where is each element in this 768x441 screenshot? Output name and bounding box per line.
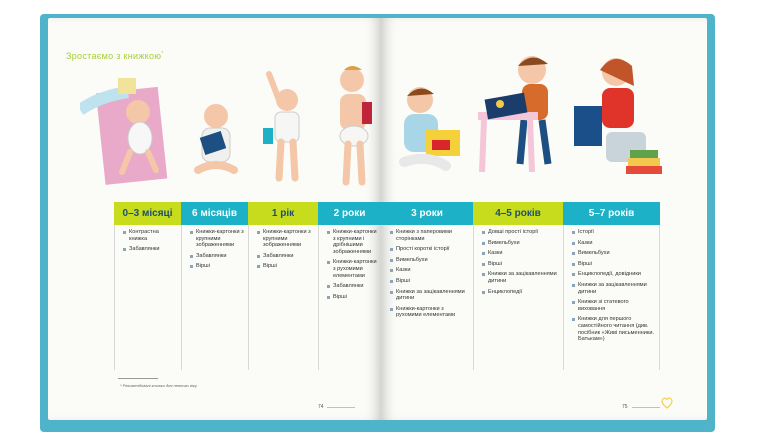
list-item: Вірші (327, 294, 377, 301)
age-header-3-years: 3 роки (381, 202, 473, 225)
list-item: Вимельбухи (482, 240, 559, 247)
list-item: Довші прості історії (482, 229, 559, 236)
list-item: Книжки-картонки з рухомими елементами (390, 306, 469, 319)
list-item: Забавлянки (327, 283, 377, 290)
illustration-toddler-standing (255, 70, 315, 190)
illustration-sitting-baby (188, 100, 244, 186)
books-column-0-3-months (114, 225, 181, 370)
footnote-divider (118, 378, 158, 379)
books-column-6-months (181, 225, 248, 370)
page-number-left: 74 (318, 404, 324, 410)
age-header-1-year: 1 рік (248, 202, 318, 225)
books-column-4-5-years (473, 225, 563, 370)
list-item: Контрастна книжка (123, 229, 177, 242)
list-item: Вірші (190, 263, 244, 270)
list-item: Вірші (572, 261, 655, 268)
list-item: Вірші (257, 263, 314, 270)
list-item: Енциклопедії (482, 289, 559, 296)
list-item: Казки (482, 250, 559, 257)
list-item: Вимельбухи (390, 257, 469, 264)
list-item: Казки (572, 240, 655, 247)
age-header-0-3-months: 0–3 місяці (114, 202, 181, 225)
list-item: Вірші (390, 278, 469, 285)
list-item: Книжки за зацікавленнями дитини (572, 282, 655, 295)
illustration-girl-with-books (568, 46, 668, 186)
list-item: Історії (572, 229, 655, 236)
list-item: Забавлянки (123, 246, 177, 253)
heart-icon (660, 396, 674, 410)
illustration-infant-on-blanket (80, 70, 190, 190)
list-item: Вимельбухи (572, 250, 655, 257)
footnote: * Рекомендовані книжки для певного віку. (120, 383, 198, 388)
list-item: Книжки-картонки з крупними і дрібнішими зображеннями (327, 229, 377, 255)
illustration-boy-reading (398, 82, 468, 182)
list-item: Забавлянки (257, 253, 314, 260)
age-header-6-months: 6 місяців (181, 202, 248, 225)
page-number-right: 75 (622, 404, 628, 410)
list-item: Казки (390, 267, 469, 274)
illustration-child-with-book (330, 60, 380, 190)
books-column-5-7-years (563, 225, 660, 370)
list-item: Забавлянки (190, 253, 244, 260)
list-item: Вірші (482, 261, 559, 268)
illustration-boy-at-table (472, 44, 572, 184)
books-column-1-year (248, 225, 318, 370)
list-item: Книжки зі статевого виховання (572, 299, 655, 312)
age-header-2-years: 2 роки (318, 202, 381, 225)
list-item: Книжки для першого самостійного читання (див. посібник «Живі письменники. Батькам») (572, 316, 655, 342)
list-item: Книжки з паперовими сторінками (390, 229, 469, 242)
list-item: Книжки за зацікавленнями дитини (390, 289, 469, 302)
page-number-line-left (327, 407, 355, 408)
list-item: Книжки-картонки з рухомими елементами (327, 259, 377, 279)
page-title: Зростаємо з книжкою* (66, 51, 164, 61)
page-number-line-right (632, 407, 660, 408)
list-item: Книжки за зацікавленнями дитини (482, 271, 559, 284)
list-item: Книжки-картонки з крупними зображеннями (257, 229, 314, 249)
list-item: Енциклопедії, довідники (572, 271, 655, 278)
books-column-3-years (381, 225, 473, 370)
age-header-4-5-years: 4–5 років (473, 202, 563, 225)
books-column-2-years (318, 225, 381, 370)
list-item: Прості короткі історії (390, 246, 469, 253)
list-item: Книжки-картонки з крупними зображеннями (190, 229, 244, 249)
age-header-5-7-years: 5–7 років (563, 202, 660, 225)
